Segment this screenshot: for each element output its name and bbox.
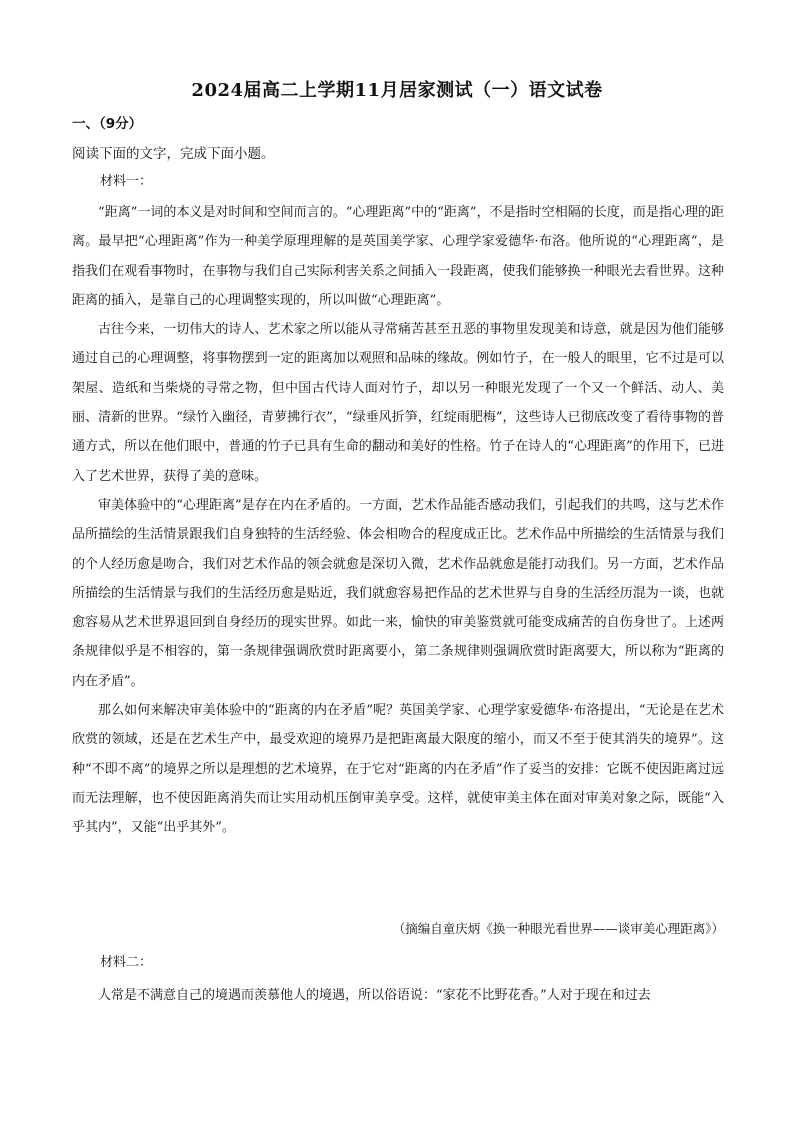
material-two-label: 材料二： [100, 955, 153, 970]
material-one-label: 材料一： [100, 174, 153, 189]
material-one-body [72, 198, 724, 843]
section-heading: 一、（9分） [72, 116, 143, 132]
material-one-paragraph: 审美体验中的“心理距离”是存在内在矛盾的。一方面，艺术作品能否感动我们，引起我们的共鸣，这与艺术作品所描绘的生活情景跟我们自身独特的生活经验、体会相吻合的程度成正比。艺术作品中所描绘的生活情景与我们的个人经历愈是吻合，我们对艺术作品的领会就愈是深切入微，艺术作品就愈是能打动我们。另一方面，艺术作品所描绘的生活情景与我们的生活经历愈是贴近，我们就愈容易把作品的艺术世界与自身的生活经历混为一谈，也就愈容易从艺术世界退回到自身经历的现实世界。如此一来，愉快的审美鉴赏就可能变成痛苦的自伤身世了。上述两条规律似乎是不相容的，第一条规律强调欣赏时距离要小，第二条规律则强调欣赏时距离要大，所以称为“距离的内在矛盾”。 [72, 497, 724, 689]
material-one-paragraph: 那么如何来解决审美体验中的“距离的内在矛盾”呢？英国美学家、心理学家爱德华·布洛提出，“无论是在艺术欣赏的领域，还是在艺术生产中，最受欢迎的境界乃是把距离最大限度的缩小，而又不至于使其消失的境界”。这种“不即不离”的境界之所以是理想的艺术境界，在于它对“距离的内在矛盾”作了妥当的安排：它既不使因距离过远而无法理解，也不使因距离消失而让实用动机压倒审美享受。这样，就使审美主体在面对审美对象之际，既能“入乎其内”，又能“出乎其外”。 [72, 703, 724, 836]
material-two-paragraph: 人常是不满意自己的境遇而羡慕他人的境遇，所以俗语说：“家花不比野花香。”人对于现在和过去 [98, 988, 651, 1003]
reading-instruction: 阅读下面的文字，完成下面小题。 [72, 146, 275, 162]
material-two-body [72, 981, 724, 1010]
material-one-paragraph: 古往今来，一切伟大的诗人、艺术家之所以能从寻常痛苦甚至丑恶的事物里发现美和诗意，就是因为他们能够通过自己的心理调整，将事物摆到一定的距离加以观照和品味的缘故。例如竹子，在一般人的眼里，它不过是可以架屋、造纸和当柴烧的寻常之物，但中国古代诗人面对竹子，却以另一种眼光发现了一个又一个鲜活、动人、美丽、清新的世界。“绿竹入幽径，青萝拂行衣”，“绿垂风折笋，红绽雨肥梅”，这些诗人已彻底改变了看待事物的普通方式，所以在他们眼中，普通的竹子已具有生命的翻动和美好的性格。竹子在诗人的“心理距离”的作用下，已进入了艺术世界，获得了美的意味。 [72, 322, 724, 484]
exam-title: 2024届高二上学期11月居家测试（一）语文试卷 [191, 80, 603, 101]
material-one-paragraph: “距离”一词的本义是对时间和空间而言的。“心理距离”中的“距离”，不是指时空相隔的长度，而是指心理的距离。最早把“心理距离”作为一种美学原理理解的是英国美学家、心理学家爱德华·布洛。他所说的“心理距离”，是指我们在观看事物时，在事物与我们自己实际利害关系之间插入一段距离，使我们能够换一种眼光去看世界。这种距离的插入，是靠自己的心理调整实现的，所以叫做“心理距离”。 [72, 205, 724, 308]
material-one-source: （摘编自童庆炳《换一种眼光看世界——谈审美心理距离》） [392, 921, 724, 936]
